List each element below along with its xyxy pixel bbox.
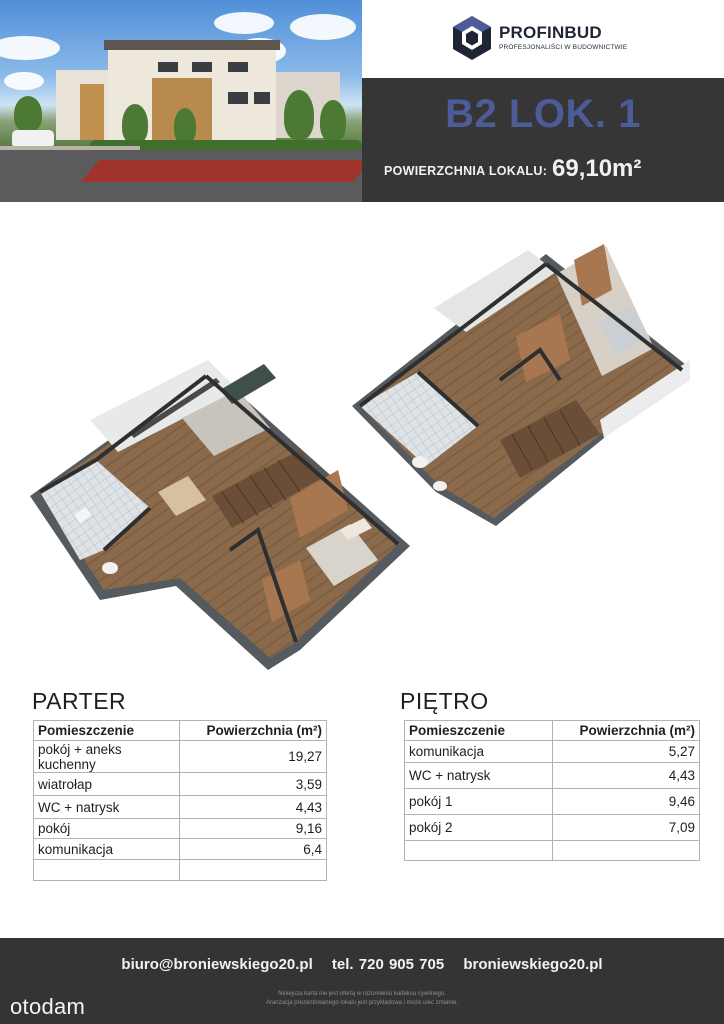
table-row [34,839,327,860]
column-header-room: Pomieszczenie [405,721,553,741]
title-band [362,78,724,202]
contact-line [0,956,724,973]
room-name: komunikacja [405,741,553,763]
otodam-watermark: otodam [10,994,86,1019]
room-area: 4,43 [552,763,699,789]
isometric-floor-plan-graphic [0,230,724,680]
table-row [405,841,700,861]
table-row [34,796,327,819]
table-row [34,773,327,796]
upper-floor-plan [352,244,690,526]
table-row [34,819,327,839]
disclaimer [0,990,724,1008]
table-header-row [34,721,327,741]
room-area: 7,09 [552,815,699,841]
area-label: POWIERZCHNIA LOKALU: [384,164,548,178]
room-name: komunikacja [34,839,180,860]
column-header-area: Powierzchnia (m²) [552,721,699,741]
room-area [552,841,699,861]
logo-area [362,0,724,78]
room-name: wiatrołap [34,773,180,796]
table-row [405,741,700,763]
floor-plans [0,230,724,680]
table-row [405,789,700,815]
room-area: 9,16 [179,819,326,839]
brand-name: PROFINBUD [499,23,602,42]
building-visualization-photo [0,0,362,202]
room-name [34,860,180,881]
upper-floor-title: PIĘTRO [400,688,489,714]
profinbud-logo-icon [449,14,495,60]
room-name: pokój + aneks kuchenny [34,741,180,773]
disclaimer-line-2: Aranżacja prezentowanego lokalu jest przykładowa i może ulec zmianie. [265,1000,459,1006]
room-area: 3,59 [179,773,326,796]
footer [0,938,724,1024]
ground-floor-title: PARTER [32,688,127,714]
table-row [34,741,327,773]
room-name: pokój [34,819,180,839]
table-header-row [405,721,700,741]
room-name: WC + natrysk [34,796,180,819]
column-header-area: Powierzchnia (m²) [179,721,326,741]
phone-link[interactable]: tel. 720 905 705 [331,956,445,973]
room-area: 4,43 [179,796,326,819]
room-area [179,860,326,881]
room-name [405,841,553,861]
room-name: pokój 1 [405,789,553,815]
ground-floor-rooms-table [33,720,327,881]
room-area: 19,27 [179,741,326,773]
table-row [405,815,700,841]
upper-floor-rooms-table [404,720,700,861]
brand-tagline: PROFESJONALIŚCI W BUDOWNICTWIE [499,44,628,51]
table-row [34,860,327,881]
room-area: 5,27 [552,741,699,763]
room-area: 9,46 [552,789,699,815]
disclaimer-line-1: Niniejsza karta nie jest ofertą w rozumieniu kodeksu cywilnego. [278,991,446,997]
column-header-room: Pomieszczenie [34,721,180,741]
flat-title: B2 LOK. 1 [445,92,641,136]
website-link[interactable]: broniewskiego20.pl [463,956,603,973]
room-name: pokój 2 [405,815,553,841]
email-link[interactable]: biuro@broniewskiego20.pl [121,956,313,973]
room-area: 6,4 [179,839,326,860]
room-name: WC + natrysk [405,763,553,789]
area-value: 69,10m² [552,155,642,182]
table-row [405,763,700,789]
